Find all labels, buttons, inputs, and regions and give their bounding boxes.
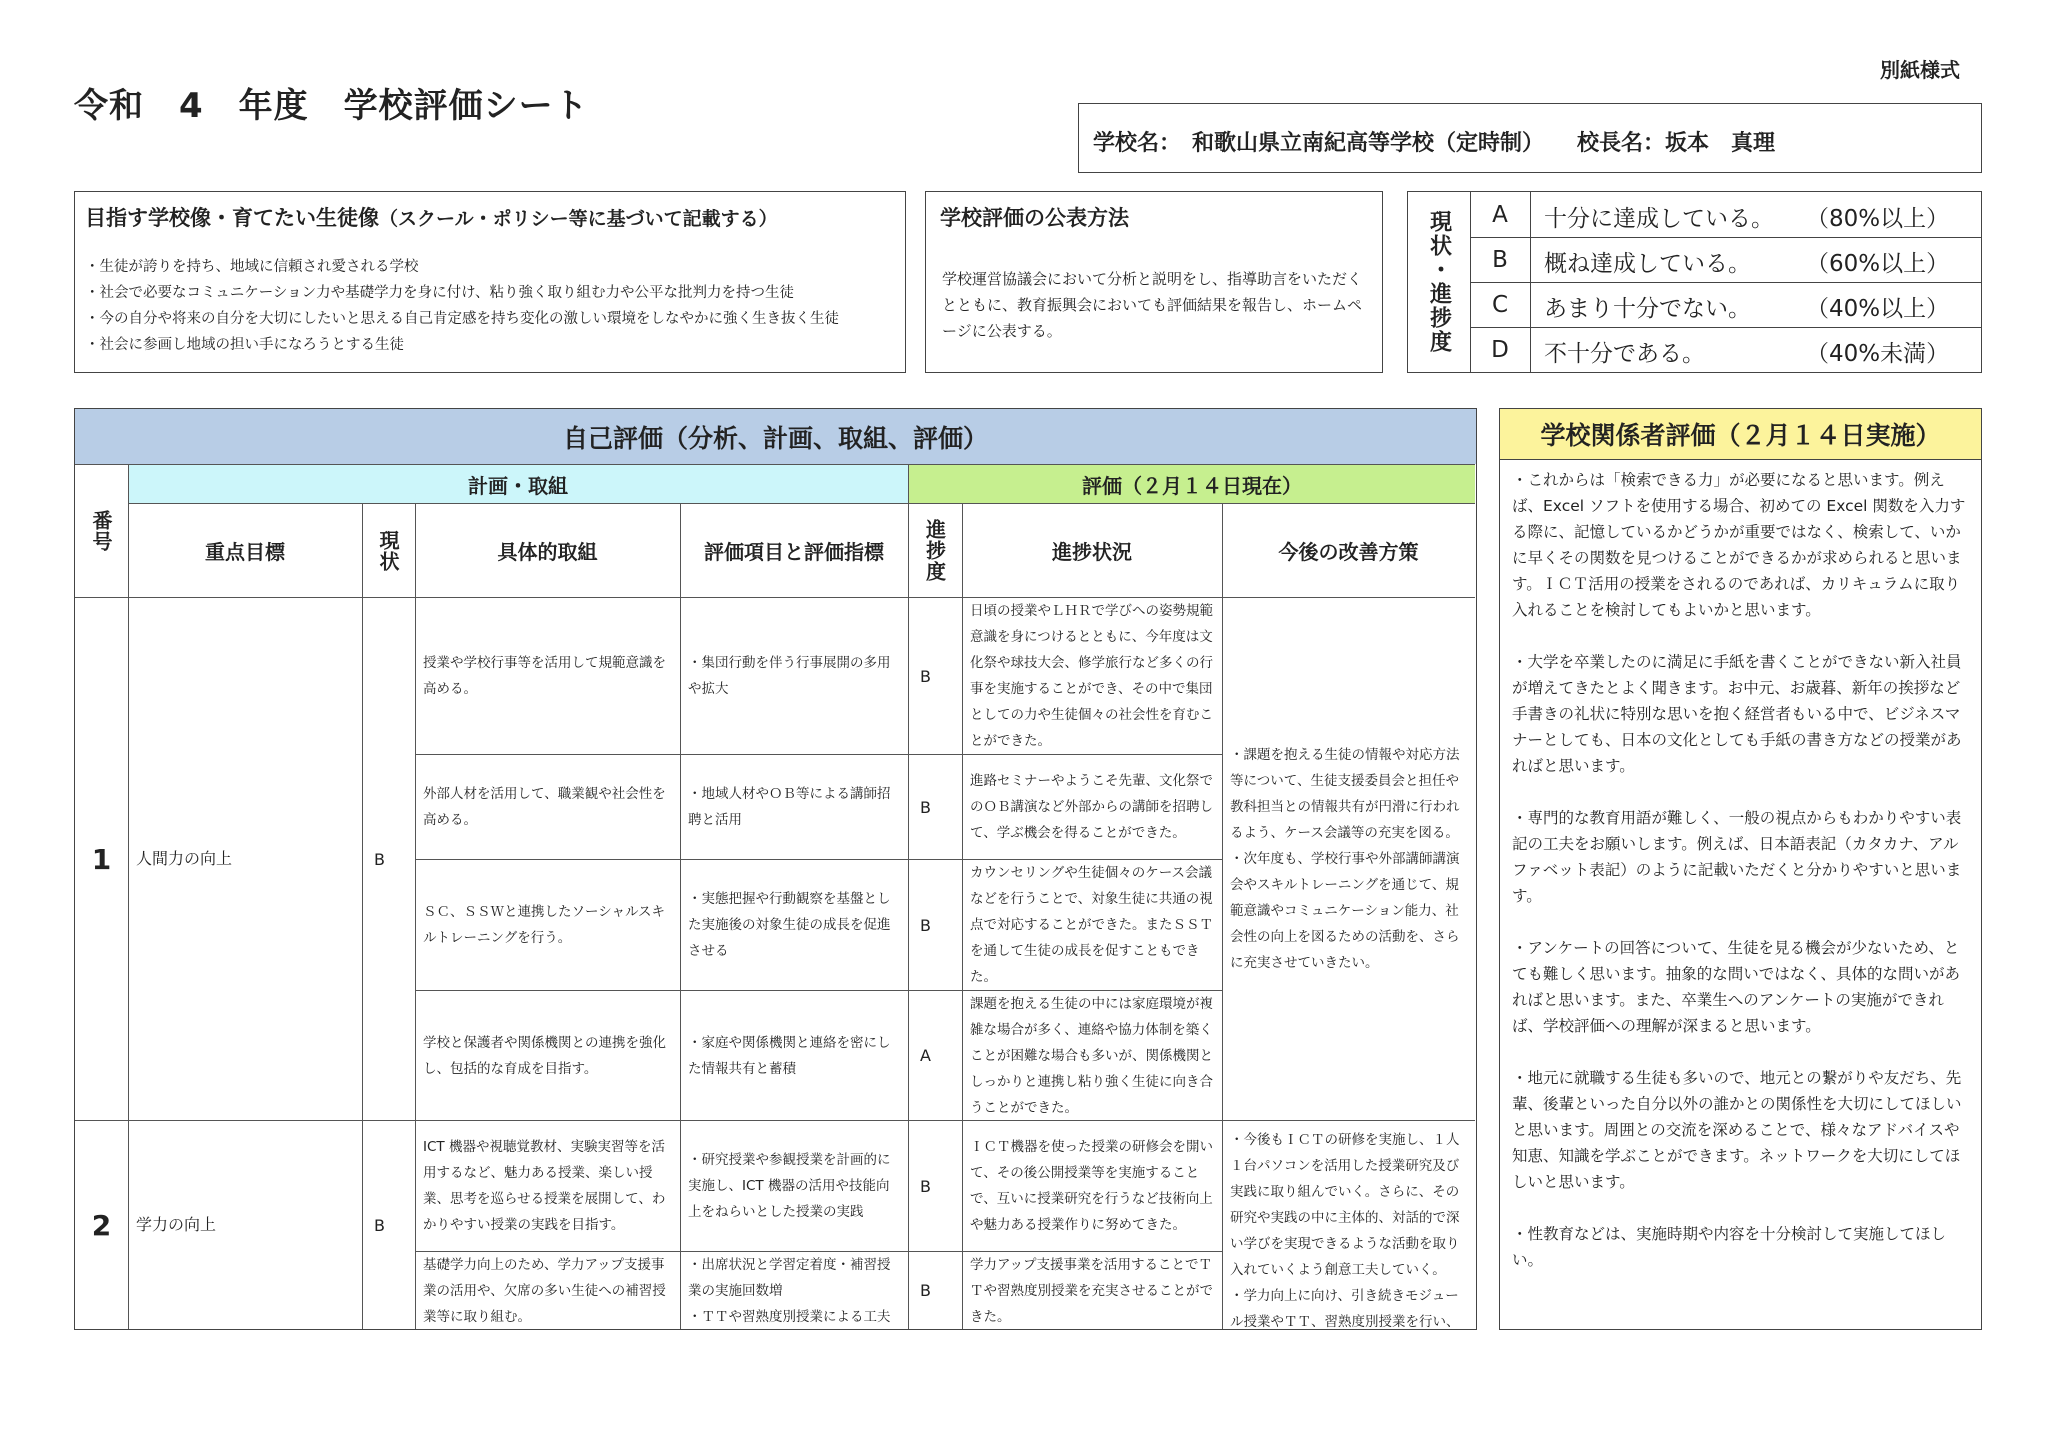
- grade-pct: （40%未満）: [1806, 341, 1950, 367]
- col-progress-text: 進捗度: [922, 519, 947, 582]
- grade-scale: [1407, 191, 1982, 373]
- stakeholder-evaluation: [1499, 408, 1982, 1330]
- stakeholder-title: 学校関係者評価（２月１４日実施）: [1500, 409, 1981, 460]
- stakeholder-comments: [1512, 467, 1974, 1299]
- section-goal: 学力の向上: [136, 1215, 217, 1234]
- grade-letter: B: [1470, 237, 1531, 282]
- row-action: ICT 機器や視聴覚教材、実験実習等を活用するなど、魅力ある授業、楽しい授業、思考を巡らせる授業を展開して、わかりやすい授業の実践を目指す。: [423, 1139, 666, 1233]
- grade-desc: 不十分である。: [1544, 341, 1705, 367]
- vision-box: [74, 191, 906, 373]
- col-progress-status: 進捗状況: [1052, 540, 1132, 564]
- page-title: 令和 4 年度 学校評価シート: [74, 86, 589, 126]
- grade-row: [1470, 237, 1981, 283]
- eval-header: 評価（２月１４日現在）: [909, 465, 1475, 503]
- row-indicator: ・出席状況と学習定着度・補習授業の実施回数増 ・ＴＴや習熟度別授業による工夫: [688, 1257, 891, 1325]
- col-improvement: 今後の改善方策: [1278, 540, 1419, 564]
- row-progress-status: ＩＣＴ機器を使った授業の研修会を開いて、その後公開授業等を実施することで、互いに授業研究を行うなど技術向上や魅力ある授業作りに努めてきた。: [970, 1139, 1213, 1233]
- row-progress: B: [920, 1281, 931, 1300]
- col-number: [75, 465, 128, 597]
- row-action: 授業や学校行事等を活用して規範意識を高める。: [423, 655, 666, 697]
- col-status-text: 現状: [376, 529, 400, 572]
- vision-list: [85, 254, 839, 358]
- grade-desc: あまり十分でない。: [1544, 296, 1751, 322]
- publication-box: [925, 191, 1383, 373]
- section-number: 1: [91, 842, 112, 876]
- row-indicator: ・研究授業や参観授業を計画的に実施し、ICT 機器の活用や技能向上をねらいとした授業の実践: [688, 1152, 891, 1220]
- col-goal: 重点目標: [205, 540, 285, 564]
- stakeholder-comment: ・これからは「検索できる力」が必要になると思います。例えば、Excel ソフトを使用する場合、初めての Excel 関数を入力する際に、記憶しているかどうかが重要ではなく、検索して、いかに早くその関数を見つけることができるかが求められると思います。ＩＣＴ活用の授業をされるのであれば、カリキュラムに取り入れることを検討してもよいかと思います。: [1512, 471, 1966, 619]
- col-action: 具体的取組: [497, 540, 598, 564]
- plan-header: 計画・取組: [128, 465, 908, 503]
- col-indicator: 評価項目と評価指標: [704, 540, 884, 564]
- stakeholder-comment: ・地元に就職する生徒も多いので、地元との繋がりや友だち、先輩、後輩といった自分以外の誰かとの関係性を大切にしてほしいと思います。周囲との交流を深めることで、様々なアドバイスや知恵、知識を学ぶことができます。ネットワークを大切にしてほしいと思います。: [1512, 1069, 1962, 1191]
- row-indicator: ・地域人材やＯＢ等による講師招聘と活用: [688, 786, 891, 828]
- school-name-box: 学校名： 和歌山県立南紀高等学校（定時制） 校長名：坂本 真理: [1078, 103, 1982, 173]
- self-eval-title: 自己評価（分析、計画、取組、評価）: [75, 409, 1476, 464]
- row-progress-status: 日頃の授業やＬＨＲで学びへの姿勢規範意識を身につけるとともに、今年度は文化祭や球技大会、修学旅行など多くの行事を実施することができ、その中で集団としての力や生徒個々の社会性を育むことができた。: [970, 603, 1213, 749]
- grade-pct: （60%以上）: [1806, 251, 1950, 277]
- section-improvement: ・今後もＩＣＴの研修を実施し、１人１台パソコンを活用した授業研究及び実践に取り組んでいく。さらに、その研究や実践の中に主体的、対話的で深い学びを実現できるような活動を取り入れていくよう創意工夫していく。 ・学力向上に向け、引き続きモジュール授業やＴＴ、習熟度別授業を行い、: [1230, 1132, 1460, 1330]
- grade-row: [1470, 282, 1981, 328]
- row-progress-status: 進路セミナーやようこそ先輩、文化祭でのＯＢ講演など外部からの講師を招聘して、学ぶ機会を得ることができた。: [970, 773, 1213, 841]
- section-goal: 人間力の向上: [136, 849, 233, 868]
- row-action: 外部人材を活用して、職業観や社会性を高める。: [423, 786, 666, 828]
- row-progress: B: [920, 1176, 931, 1196]
- row-indicator: ・家庭や関係機関と連絡を密にした情報共有と蓄積: [688, 1034, 891, 1077]
- grade-letter: A: [1470, 192, 1531, 237]
- vision-item: ・社会に参画し地域の担い手になろうとする生徒: [85, 337, 404, 353]
- row-indicator: ・実態把握や行動観察を基盤とした実施後の対象生徒の成長を促進させる: [688, 891, 891, 959]
- vision-item: ・生徒が誇りを持ち、地域に信頼され愛される学校: [85, 259, 419, 275]
- grade-scale-label: [1408, 192, 1471, 372]
- col-status: [362, 504, 415, 597]
- section-status: B: [374, 849, 385, 869]
- stakeholder-comment: ・大学を卒業したのに満足に手紙を書くことができない新入社員が増えてきたとよく聞きます。お中元、お歳暮、新年の挨拶など手書きの礼状に特別な思いを抱く経営者もいる中で、ビジネスマナーとしても、日本の文化としても手紙の書き方などの授業があればと思います。: [1512, 653, 1962, 775]
- stakeholder-comment: ・性教育などは、実施時期や内容を十分検討して実施してほしい。: [1512, 1225, 1947, 1269]
- vision-title: 目指す学校像・育てたい生徒像: [85, 206, 379, 230]
- row-action: 学校と保護者や関係機関との連携を強化し、包括的な育成を目指す。: [423, 1034, 666, 1077]
- self-evaluation-table: [74, 408, 1477, 1330]
- grade-pct: （40%以上）: [1806, 296, 1950, 322]
- row-progress: B: [920, 915, 931, 935]
- row-progress: B: [920, 797, 931, 817]
- col-number-text: 番号: [89, 510, 113, 552]
- row-action: 基礎学力向上のため、学力アップ支援事業の活用や、欠席の多い生徒への補習授業等に取り組む。: [423, 1257, 666, 1325]
- row-progress: B: [920, 666, 931, 686]
- grade-desc: 十分に達成している。: [1544, 206, 1774, 232]
- stakeholder-comment: ・専門的な教育用語が難しく、一般の視点からもわかりやすい表記の工夫をお願いします。例えば、日本語表記（カタカナ、アルファベット表記）のように記載いただくと分かりやすいと思います。: [1512, 809, 1962, 905]
- stakeholder-comment: ・アンケートの回答について、生徒を見る機会が少ないため、とても難しく思います。抽象的な問いではなく、具体的な問いがあればと思います。また、卒業生へのアンケートの実施ができれば、学校評価への理解が深まると思います。: [1512, 939, 1960, 1035]
- col-progress: [908, 504, 962, 597]
- vision-item: ・今の自分や将来の自分を大切にしたいと思える自己肯定感を持ち変化の激しい環境をしなやかに強く生き抜く生徒: [85, 311, 839, 327]
- section-number: 2: [91, 1208, 112, 1242]
- grade-letter: C: [1470, 282, 1531, 327]
- section-improvement: ・課題を抱える生徒の情報や対応方法等について、生徒支援委員会と担任や教科担当との情報共有が円滑に行われるよう、ケース会議等の充実を図る。 ・次年度も、学校行事や外部講師講演会やスキルトレーニングを通じて、規範意識やコミュニケーション能力、社会性の向上を図るための活動を、さらに充実させていきたい。: [1230, 747, 1460, 971]
- row-indicator: ・集団行動を伴う行事展開の多用や拡大: [688, 655, 891, 697]
- vision-heading: [85, 202, 778, 232]
- publication-text: 学校運営協議会において分析と説明をし、指導助言をいただくとともに、教育振興会においても評価結果を報告し、ホームページに公表する。: [942, 270, 1363, 340]
- vision-subtitle: （スクール・ポリシー等に基づいて記載する）: [379, 208, 778, 230]
- section-status: B: [374, 1215, 385, 1235]
- row-progress-status: 課題を抱える生徒の中には家庭環境が複雑な場合が多く、連絡や協力体制を築くことが困難な場合も多いが、関係機関としっかりと連携し粘り強く生徒に向き合うことができた。: [970, 995, 1213, 1116]
- grade-pct: （80%以上）: [1806, 206, 1950, 232]
- annex-label: 別紙様式: [1880, 58, 1960, 82]
- grade-letter: D: [1470, 327, 1531, 372]
- grade-scale-label-text: 現状・進捗度: [1426, 210, 1452, 354]
- publication-title: 学校評価の公表方法: [940, 206, 1129, 230]
- vision-item: ・社会で必要なコミュニケーション力や基礎学力を身に付け、粘り強く取り組む力や公平な批判力を持つ生徒: [85, 285, 795, 301]
- row-progress-status: カウンセリングや生徒個々のケース会議などを行うことで、対象生徒に共通の視点で対応することができた。またＳＳＴを通して生徒の成長を促すこともできた。: [970, 865, 1213, 985]
- row-action: ＳＣ、ＳＳＷと連携したソーシャルスキルトレーニングを行う。: [423, 904, 666, 946]
- grade-row: [1470, 327, 1981, 372]
- row-progress: A: [920, 1046, 931, 1065]
- grade-desc: 概ね達成している。: [1544, 251, 1751, 277]
- grade-row: [1470, 192, 1981, 238]
- row-progress-status: 学力アップ支援事業を活用することでＴＴや習熟度別授業を充実させることができた。: [970, 1257, 1213, 1325]
